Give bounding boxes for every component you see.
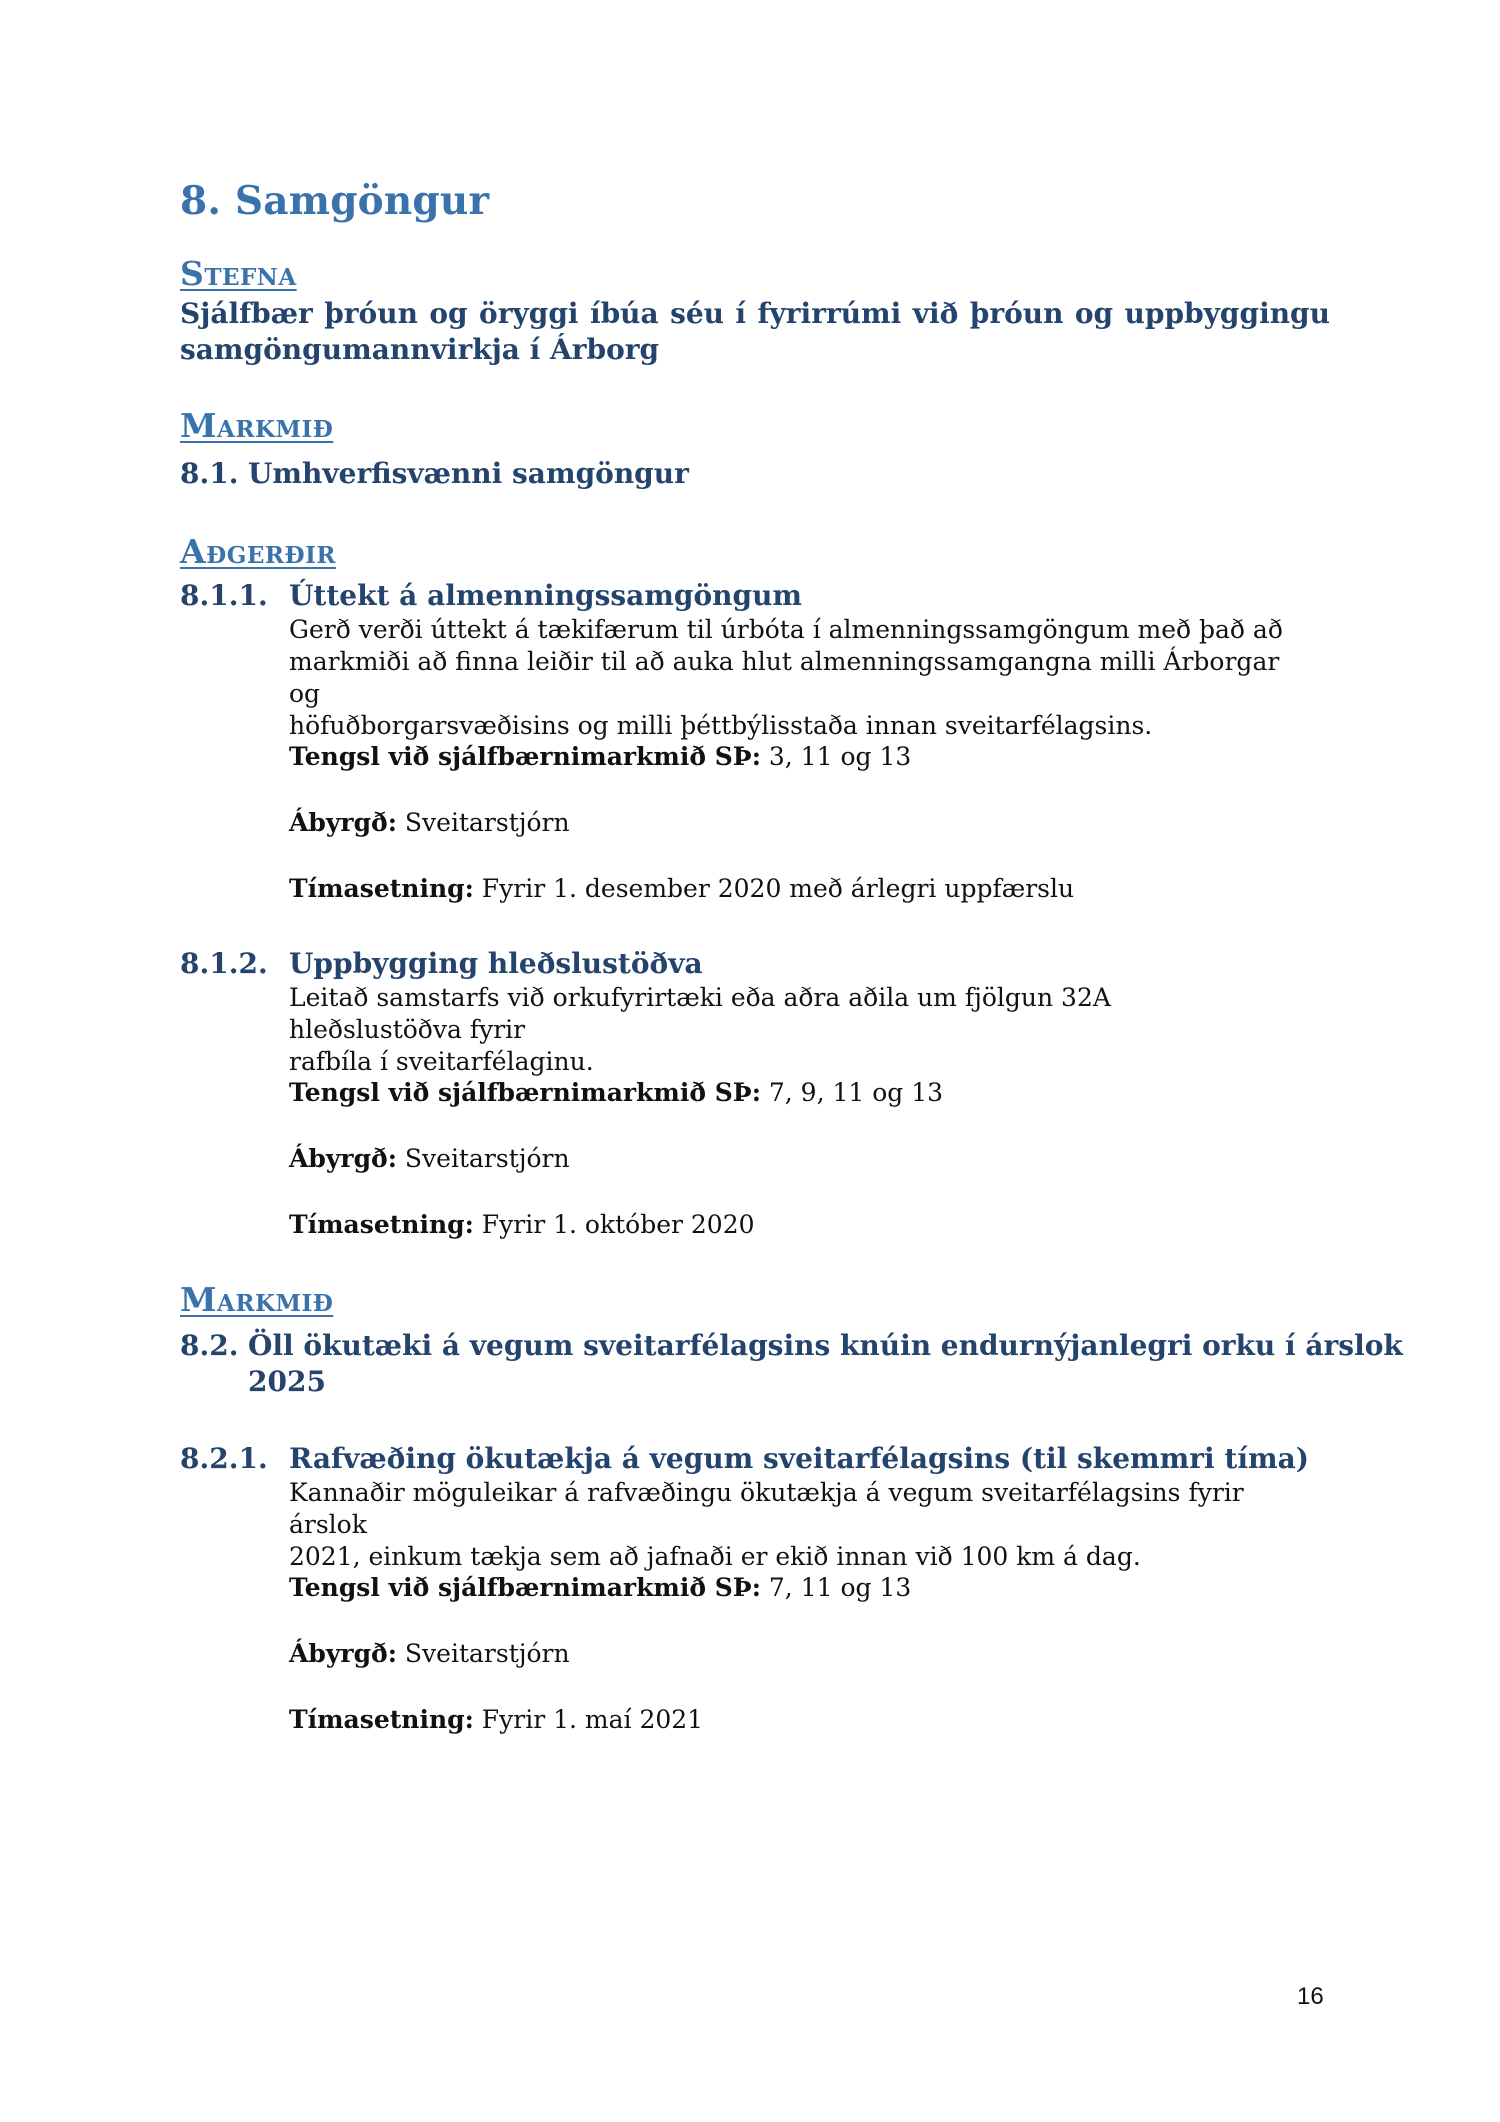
chapter-title: 8. Samgöngur (180, 178, 490, 224)
action-description (289, 1477, 1289, 1573)
markmid-heading-2: Markmið (180, 1280, 334, 1319)
policy-statement (180, 296, 1330, 368)
responsibility-label: Ábyrgð: (289, 808, 397, 837)
action-title: Uppbygging hleðslustöðva (289, 947, 703, 980)
page-number: 16 (1297, 1983, 1324, 2010)
description-line: Leitað samstarfs við orkufyrirtæki eða aðra aðila um fjölgun 32A hleðslustöðva fyrir (289, 983, 1111, 1044)
stefna-heading: Stefna (180, 254, 297, 293)
adgerdir-heading: Aðgerðir (180, 532, 336, 571)
responsibility-label: Ábyrgð: (289, 1144, 397, 1173)
responsibility-value: Sveitarstjórn (396, 808, 570, 837)
description-line: markmiði að finna leiðir til að auka hlut almenningssamgangna milli Árborgar og (289, 647, 1280, 708)
description-line: Kannaðir möguleikar á rafvæðingu ökutækja á vegum sveitarfélagsins fyrir árslok (289, 1478, 1244, 1539)
sdg-links (289, 742, 911, 771)
goal-8-2 (180, 1328, 1403, 1400)
sdg-value: 3, 11 og 13 (760, 742, 912, 771)
policy-line-2: samgöngumannvirkja í Árborg (180, 333, 660, 366)
action-number: 8.2.1. (180, 1442, 268, 1475)
sdg-links (289, 1573, 911, 1602)
responsibility-value: Sveitarstjórn (396, 1639, 570, 1668)
action-number: 8.1.1. (180, 579, 268, 612)
action-title: Úttekt á almenningssamgöngum (289, 579, 803, 612)
description-line: rafbíla í sveitarfélaginu. (289, 1047, 594, 1076)
sdg-value: 7, 11 og 13 (760, 1573, 912, 1602)
goal-title-line: 2025 (248, 1365, 326, 1398)
sdg-label: Tengsl við sjálfbærnimarkmið SÞ: (289, 1078, 761, 1107)
sdg-label: Tengsl við sjálfbærnimarkmið SÞ: (289, 742, 761, 771)
responsibility-label: Ábyrgð: (289, 1639, 397, 1668)
timing (289, 1210, 755, 1239)
action-description (289, 614, 1289, 742)
responsibility (289, 1639, 570, 1668)
timing (289, 1705, 703, 1734)
timing-value: Fyrir 1. október 2020 (473, 1210, 755, 1239)
timing-value: Fyrir 1. maí 2021 (473, 1705, 704, 1734)
goal-8-1 (180, 456, 689, 492)
action-title: Rafvæðing ökutækja á vegum sveitarfélagsins (til skemmri tíma) (289, 1442, 1310, 1475)
description-line: Gerð verði úttekt á tækifærum til úrbóta í almenningssamgöngum með það að (289, 615, 1283, 644)
markmid-heading-1: Markmið (180, 406, 334, 445)
timing (289, 874, 1074, 903)
sdg-links (289, 1078, 943, 1107)
action-description (289, 982, 1289, 1078)
goal-number: 8.2. (180, 1329, 239, 1362)
description-line: 2021, einkum tækja sem að jafnaði er ekið innan við 100 km á dag. (289, 1542, 1141, 1571)
responsibility (289, 808, 570, 837)
description-line: höfuðborgarsvæðisins og milli þéttbýlisstaða innan sveitarfélagsins. (289, 711, 1153, 740)
sdg-label: Tengsl við sjálfbærnimarkmið SÞ: (289, 1573, 761, 1602)
action-number: 8.1.2. (180, 947, 268, 980)
timing-value: Fyrir 1. desember 2020 með árlegri uppfærslu (473, 874, 1075, 903)
responsibility (289, 1144, 570, 1173)
policy-line-1: Sjálfbær þróun og öryggi íbúa séu í fyrirrúmi við þróun og uppbyggingu (180, 297, 1330, 330)
timing-label: Tímasetning: (289, 874, 474, 903)
goal-title: Umhverfisvænni samgöngur (248, 457, 689, 490)
timing-label: Tímasetning: (289, 1210, 474, 1239)
responsibility-value: Sveitarstjórn (396, 1144, 570, 1173)
goal-title-line: Öll ökutæki á vegum sveitarfélagsins knúin endurnýjanlegri orku í árslok (248, 1329, 1403, 1362)
sdg-value: 7, 9, 11 og 13 (760, 1078, 944, 1107)
timing-label: Tímasetning: (289, 1705, 474, 1734)
goal-number: 8.1. (180, 457, 239, 490)
goal-title (248, 1328, 1403, 1400)
